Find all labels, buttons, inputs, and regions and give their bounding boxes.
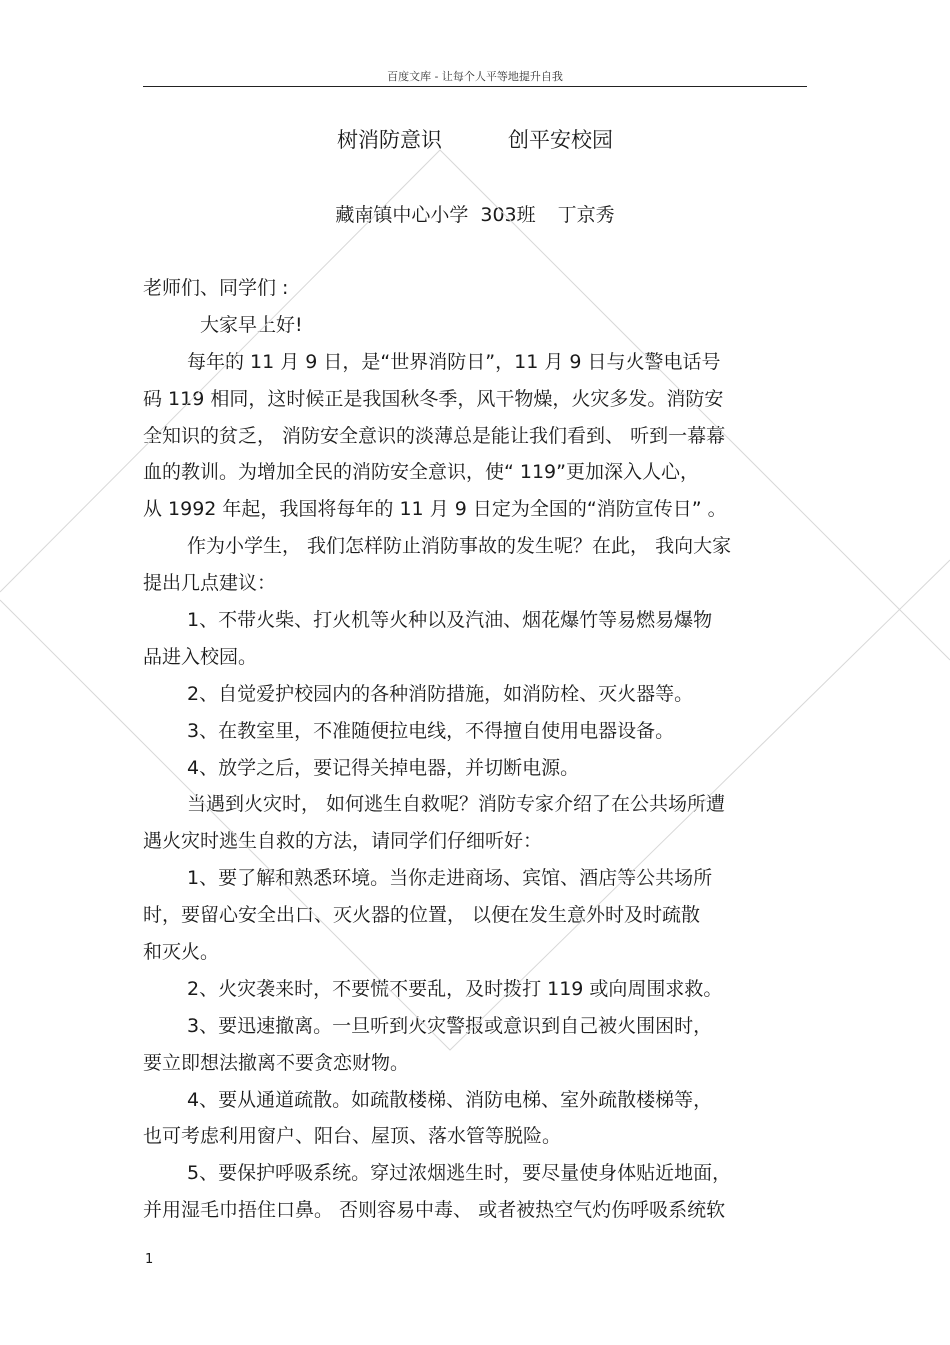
text-line: 提出几点建议： [143, 572, 277, 595]
text-line: 2、自觉爱护校园内的各种消防措施，如消防栓、灭火器等。 [187, 682, 694, 705]
page-header: 百度文库 - 让每个人平等地提升自我 [387, 70, 563, 83]
text-line: 4、放学之后，要记得关掉电器，并切断电源。 [187, 756, 580, 779]
text-line: 血的教训。为增加全民的消防安全意识，使“ 119”更加深入人心， [143, 461, 699, 484]
text-line: 时，要留心安全出口、灭火器的位置， 以便在发生意外时及时疏散 [143, 904, 701, 927]
text-line: 并用湿毛巾捂住口鼻。 否则容易中毒、 或者被热空气灼伤呼吸系统软 [143, 1199, 726, 1222]
text-line: 全知识的贫乏， 消防安全意识的淡薄总是能让我们看到、 听到一幕幕 [143, 424, 726, 447]
text-line: 4、要从通道疏散。如疏散楼梯、消防电梯、室外疏散楼梯等， [187, 1088, 713, 1111]
text-line: 遇火灾时逃生自救的方法，请同学们仔细听好： [143, 830, 543, 853]
body-text [143, 270, 807, 1229]
text-line: 3、要迅速撤离。一旦听到火灾警报或意识到自己被火围困时， [187, 1014, 713, 1037]
text-line: 从 1992 年起，我国将每年的 11 月 9 日定为全国的“消防宣传日” 。 [143, 498, 727, 521]
author-name: 丁京秀 [557, 204, 615, 226]
byline [0, 200, 950, 227]
text-line: 和灭火。 [143, 941, 220, 964]
text-line: 码 119 相同，这时候正是我国秋冬季，风干物燥，火灾多发。消防安 [143, 387, 724, 410]
school-name: 藏南镇中心小学 [335, 204, 469, 226]
text-line: 品进入校园。 [143, 645, 258, 668]
text-line: 1、不带火柴、打火机等火种以及汽油、烟花爆竹等易燃易爆物 [187, 609, 713, 632]
text-line: 1、要了解和熟悉环境。当你走进商场、宾馆、酒店等公共场所 [187, 867, 713, 890]
text-line: 每年的 11 月 9 日，是“世界消防日”，11 月 9 日与火警电话号 [187, 350, 721, 373]
text-line: 2、火灾袭来时，不要慌不要乱，及时拨打 119 或向周围求救。 [187, 977, 723, 1000]
document-title [0, 124, 950, 154]
text-line: 当遇到火灾时， 如何逃生自救呢？消防专家介绍了在公共场所遭 [187, 793, 726, 816]
text-line: 大家早上好! [200, 313, 303, 336]
text-line: 3、在教室里，不准随便拉电线，不得擅自使用电器设备。 [187, 719, 675, 742]
header-rule [143, 86, 807, 87]
text-line: 老师们、同学们 : [143, 277, 289, 299]
title-part-1: 树消防意识 [337, 128, 442, 152]
page-number: 1 [145, 1252, 154, 1267]
title-part-2: 创平安校园 [508, 128, 613, 152]
text-line: 要立即想法撤离不要贪恋财物。 [143, 1051, 410, 1074]
class-name: 303班 [480, 204, 536, 226]
text-line: 也可考虑利用窗户、阳台、屋顶、落水管等脱险。 [143, 1125, 562, 1148]
text-line: 5、要保护呼吸系统。穿过浓烟逃生时，要尽量使身体贴近地面， [187, 1162, 732, 1185]
text-line: 作为小学生， 我们怎样防止消防事故的发生呢？在此， 我向大家 [187, 535, 732, 558]
